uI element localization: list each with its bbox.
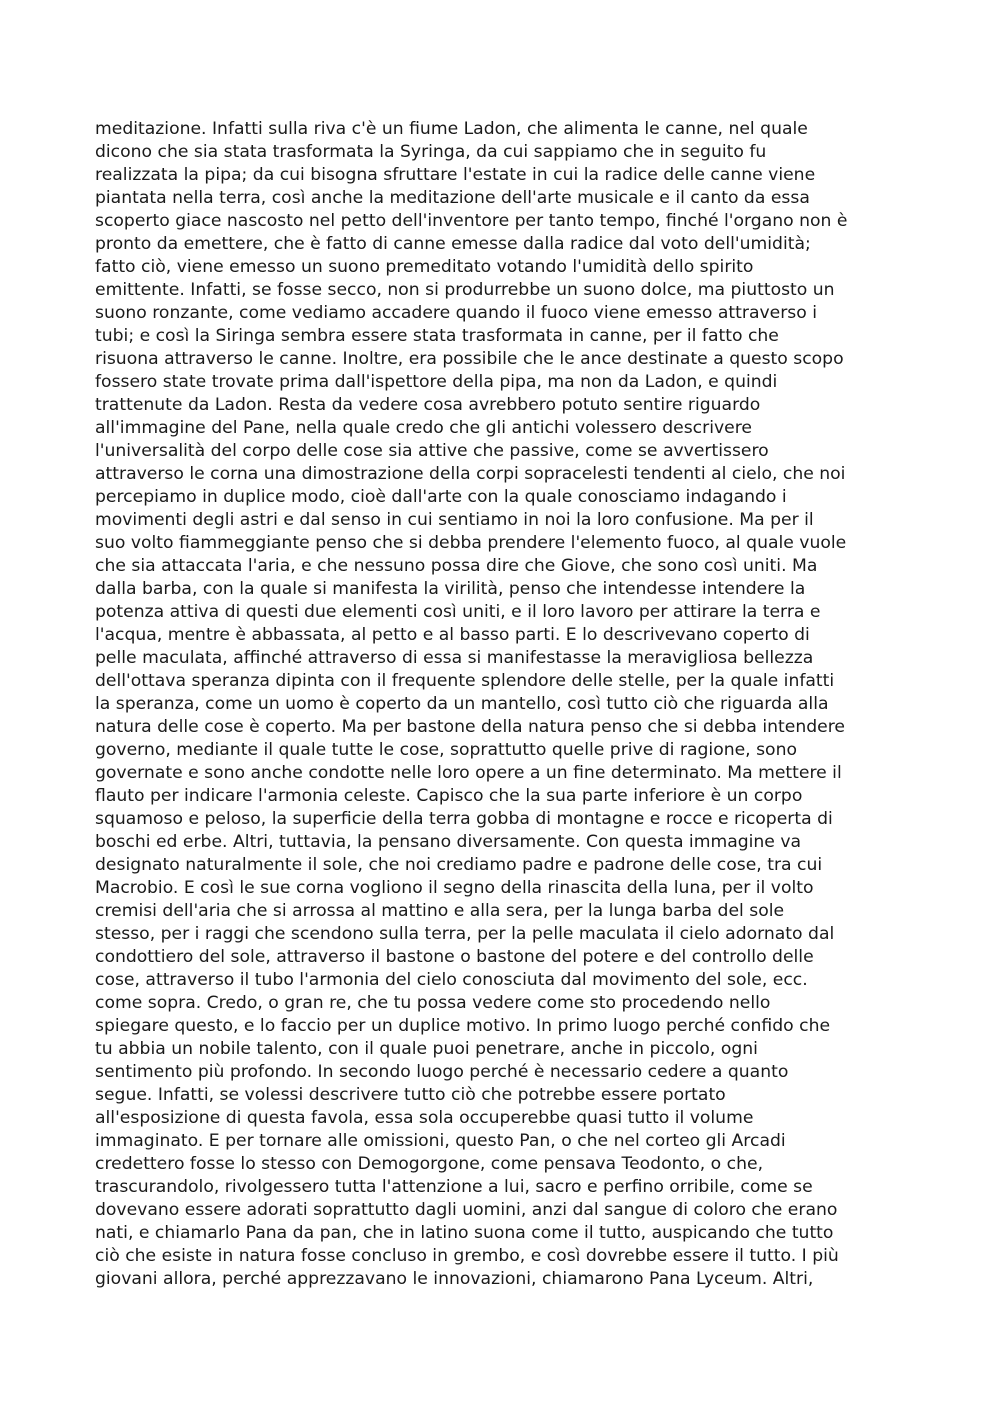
text-line: trattenute da Ladon. Resta da vedere cosa avrebbero potuto sentire riguardo [95,395,761,415]
text-line: pelle maculata, affinché attraverso di essa si manifestasse la meravigliosa bellezza [95,648,814,668]
text-line: sentimento più profondo. In secondo luogo perché è necessario cedere a quanto [95,1062,789,1082]
text-line: governo, mediante il quale tutte le cose, soprattutto quelle prive di ragione, sono [95,740,797,760]
text-line: scoperto giace nascosto nel petto dell'inventore per tanto tempo, finché l'organo non è [95,211,848,231]
text-line: segue. Infatti, se volessi descrivere tutto ciò che potrebbe essere portato [95,1085,726,1105]
text-line: suono ronzante, come vediamo accadere quando il fuoco viene emesso attraverso i [95,303,818,323]
text-line: Macrobio. E così le sue corna vogliono il segno della rinascita della luna, per il volto [95,878,814,898]
text-line: potenza attiva di questi due elementi così uniti, e il loro lavoro per attirare la terra e [95,602,821,622]
text-line: credettero fosse lo stesso con Demogorgone, come pensava Teodonto, o che, [95,1154,764,1174]
text-line: l'universalità del corpo delle cose sia attive che passive, come se avvertissero [95,441,769,461]
text-line: meditazione. Infatti sulla riva c'è un fiume Ladon, che alimenta le canne, nel quale [95,119,808,139]
text-line: emittente. Infatti, se fosse secco, non si produrrebbe un suono dolce, ma piuttosto un [95,280,835,300]
text-line: tu abbia un nobile talento, con il quale puoi penetrare, anche in piccolo, ogni [95,1039,758,1059]
text-line: fossero state trovate prima dall'ispettore della pipa, ma non da Ladon, e quindi [95,372,778,392]
text-line: cremisi dell'aria che si arrossa al mattino e alla sera, per la lunga barba del sole [95,901,785,921]
text-line: realizzata la pipa; da cui bisogna sfruttare l'estate in cui la radice delle canne viene [95,165,816,185]
text-line: governate e sono anche condotte nelle loro opere a un fine determinato. Ma mettere il [95,763,842,783]
text-line: l'acqua, mentre è abbassata, al petto e al basso parti. E lo descrivevano coperto di [95,625,810,645]
body-text [95,118,915,1291]
text-line: risuona attraverso le canne. Inoltre, era possibile che le ance destinate a questo scopo [95,349,844,369]
text-line: trascurandolo, rivolgessero tutta l'attenzione a lui, sacro e perfino orribile, come se [95,1177,813,1197]
text-line: come sopra. Credo, o gran re, che tu possa vedere come sto procedendo nello [95,993,771,1013]
text-line: percepiamo in duplice modo, cioè dall'arte con la quale conosciamo indagando i [95,487,787,507]
text-line: dell'ottava speranza dipinta con il frequente splendore delle stelle, per la quale infatti [95,671,835,691]
text-line: suo volto fiammeggiante penso che si debba prendere l'elemento fuoco, al quale vuole [95,533,847,553]
text-line: dovevano essere adorati soprattutto dagli uomini, anzi dal sangue di coloro che erano [95,1200,838,1220]
text-line: stesso, per i raggi che scendono sulla terra, per la pelle maculata il cielo adornato dal [95,924,835,944]
text-line: movimenti degli astri e dal senso in cui sentiamo in noi la loro confusione. Ma per il [95,510,814,530]
text-line: condottiero del sole, attraverso il bastone o bastone del potere e del controllo delle [95,947,814,967]
text-line: designato naturalmente il sole, che noi crediamo padre e padrone delle cose, tra cui [95,855,823,875]
text-line: boschi ed erbe. Altri, tuttavia, la pensano diversamente. Con questa immagine va [95,832,802,852]
text-line: all'immagine del Pane, nella quale credo che gli antichi volessero descrivere [95,418,752,438]
text-line: la speranza, come un uomo è coperto da un mantello, così tutto ciò che riguarda alla [95,694,829,714]
text-line: fatto ciò, viene emesso un suono premeditato votando l'umidità dello spirito [95,257,754,277]
text-line: che sia attaccata l'aria, e che nessuno possa dire che Giove, che sono così uniti. Ma [95,556,818,576]
text-line: ciò che esiste in natura fosse concluso in grembo, e così dovrebbe essere il tutto. I più [95,1246,839,1266]
text-line: pronto da emettere, che è fatto di canne emesse dalla radice dal voto dell'umidità; [95,234,811,254]
text-line: tubi; e così la Siringa sembra essere stata trasformata in canne, per il fatto che [95,326,779,346]
text-line: squamoso e peloso, la superficie della terra gobba di montagne e rocce e ricoperta di [95,809,833,829]
text-line: cose, attraverso il tubo l'armonia del cielo conosciuta dal movimento del sole, ecc. [95,970,808,990]
text-line: nati, e chiamarlo Pana da pan, che in latino suona come il tutto, auspicando che tutto [95,1223,834,1243]
text-line: immaginato. E per tornare alle omissioni, questo Pan, o che nel corteo gli Arcadi [95,1131,786,1151]
text-line: attraverso le corna una dimostrazione della corpi sopracelesti tendenti al cielo, che noi [95,464,846,484]
text-line: giovani allora, perché apprezzavano le innovazioni, chiamarono Pana Lyceum. Altri, [95,1269,814,1289]
text-line: piantata nella terra, così anche la meditazione dell'arte musicale e il canto da essa [95,188,810,208]
text-line: all'esposizione di questa favola, essa sola occuperebbe quasi tutto il volume [95,1108,754,1128]
text-line: dicono che sia stata trasformata la Syringa, da cui sappiamo che in seguito fu [95,142,767,162]
text-line: natura delle cose è coperto. Ma per bastone della natura penso che si debba intendere [95,717,845,737]
text-line: dalla barba, con la quale si manifesta la virilità, penso che intendesse intendere la [95,579,806,599]
text-line: spiegare questo, e lo faccio per un duplice motivo. In primo luogo perché confido che [95,1016,831,1036]
text-line: flauto per indicare l'armonia celeste. Capisco che la sua parte inferiore è un corpo [95,786,803,806]
